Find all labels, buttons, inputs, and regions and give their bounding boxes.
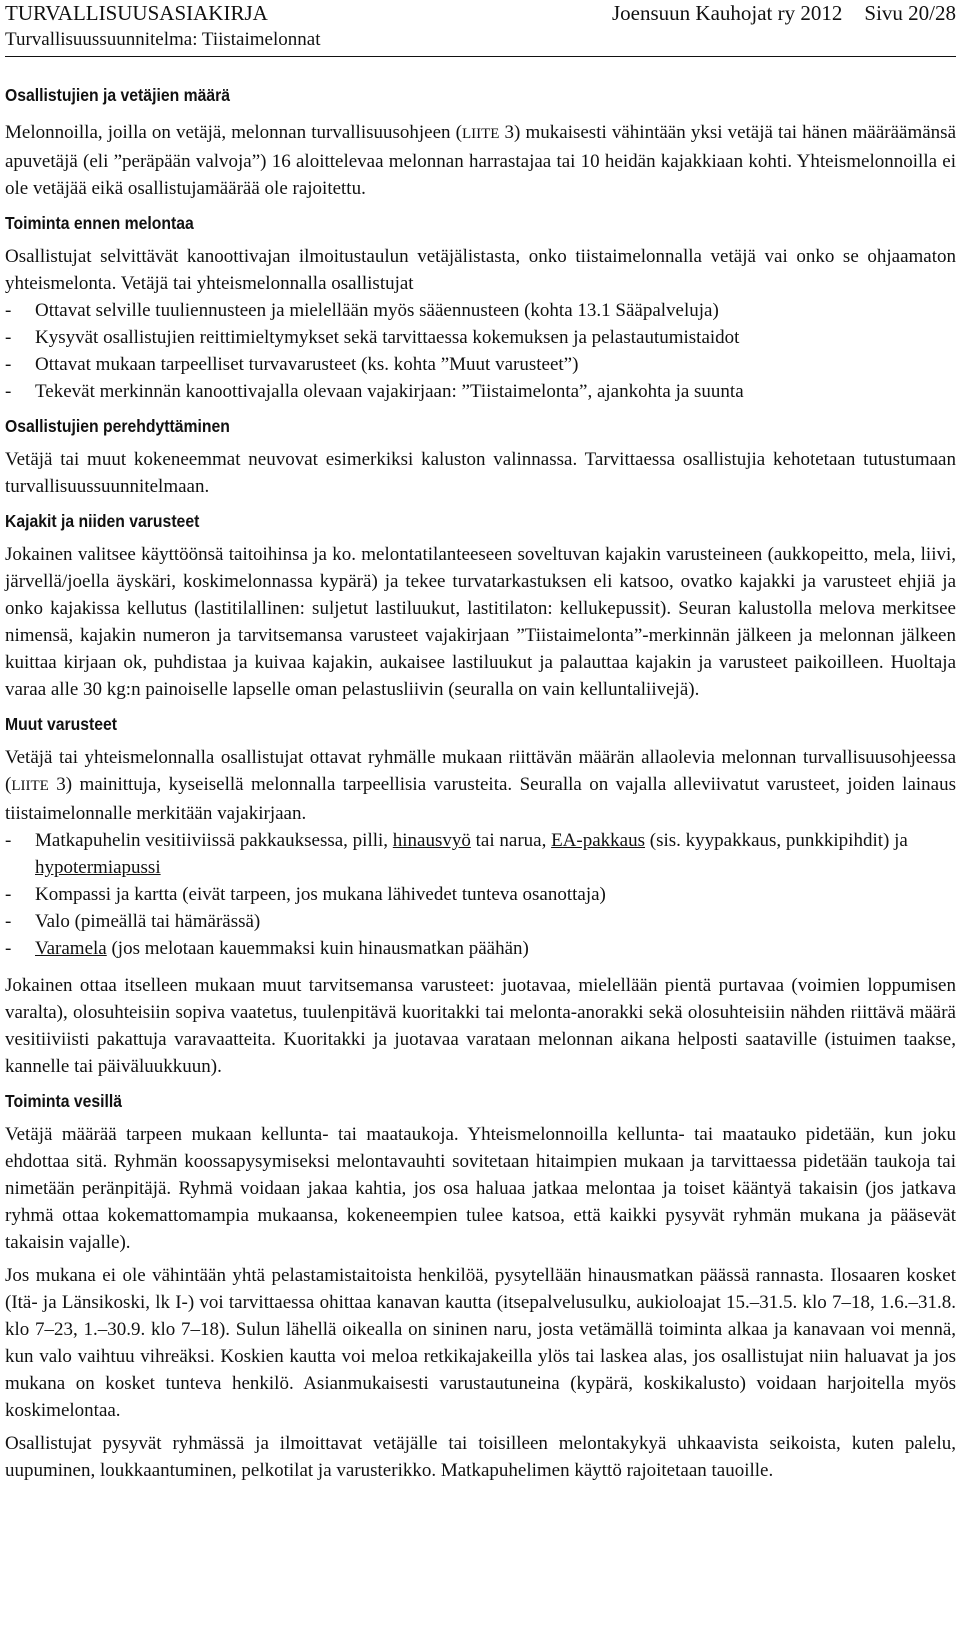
section-paragraph	[5, 744, 956, 827]
section-heading-participants-count: Osallistujien ja vetäjien määrä	[5, 85, 230, 105]
text-run: Vetäjä tai yhteismelonnalla osallistujat ottavat ryhmälle mukaan riittävän määrän allaolevia melonnan turvallisuusohjeessa (	[5, 747, 956, 795]
section-heading-other-equipment: Muut varusteet	[5, 714, 118, 734]
page-header	[5, 0, 956, 27]
text-run: (sis. kyypakkaus, punkkipihdit) ja	[645, 830, 908, 851]
list-item: - Tekevät merkinnän kanoottivajalla olevaan vajakirjaan: ”Tiistaimelonta”, ajankohta ja suunta	[5, 378, 956, 405]
appendix-ref: LIITE	[461, 126, 500, 142]
list-item: - Ottavat selville tuuliennusteen ja mielellään myös sääennusteen (kohta 13.1 Sääpalveluja)	[5, 297, 956, 324]
header-subtitle-row	[5, 27, 956, 52]
section-paragraph: Jos mukana ei ole vähintään yhtä pelastamistaitoista henkilöä, pysytellään hinausmatkan päässä rannasta. Ilosaaren kosket (Itä- ja Länsikoski, lk I-) voi tarvittaessa ohittaa kanavan kautta (itsepalvelusulku, aukioloajat 15.–31.5. klo 7–18, 1.6.–31.8. klo 7–23, 1.–30.9. klo 7–18). Sulun lähellä oikealla on sininen naru, josta vetämällä toiminta alkaa ja kanavaan voi mennä, kun valo vaihtuu vihreäksi. Koskien kautta voi meloa retkikajakeilla ylös tai laskea alas, jos osallistujat niin haluavat ja jos mukana on kosket tunteva henkilö. Asianmukaisesti varustautuneina (kypärä, koskikalusto) voidaan harjoitella myös koskimelontaa.	[5, 1265, 956, 1421]
list-item: - Valo (pimeällä tai hämärässä)	[5, 908, 956, 935]
underlined-item: EA-pakkaus	[551, 830, 645, 851]
section-paragraph: Jokainen valitsee käyttöönsä taitoihinsa ja ko. melontatilanteeseen soveltuvan kajakin varusteineen (aukkopeitto, mela, liivi, järvellä/joella äyskäri, koskimelonnassa kypärä) ja tekee turvatarkastuksen eli katsoo, ovatko kajakki ja varusteet ehjiä ja onko kajakissa kellutus (lastitilallinen: suljetut lastiluukut, lastitilaton: kellukepussit). Seuran kalustolla melova merkitsee nimensä, kajakin numeron ja tarvitsemansa varusteet vajakirjaan ”Tiistaimelonta”-merkinnän jälkeen ja melonnan jälkeen kuittaa kirjaan ok, puhdistaa ja kuivaa kajakin, aukaisee lastiluukut ja palauttaa kajakin ja varusteet paikoilleen. Huoltaja varaa alle 30 kg:n painoiselle lapselle oman pelastusliivin (seuralla on vain kelluntaliivejä).	[5, 544, 956, 700]
section-heading-before-paddling: Toiminta ennen melontaa	[5, 213, 194, 233]
list-item: - Kysyvät osallistujien reittimieltymykset sekä tarvittaessa kokemuksen ja pelastautumistaidot	[5, 324, 956, 351]
text-run: (jos melotaan kauemmaksi kuin hinausmatkan päähän)	[106, 938, 529, 959]
dash-list	[5, 827, 956, 962]
page-number: Sivu 20/28	[864, 1, 956, 25]
list-item: - Kompassi ja kartta (eivät tarpeen, jos mukana lähivedet tunteva osanottaja)	[5, 881, 956, 908]
document-subtitle: Turvallisuussuunnitelma: Tiistaimelonnat	[5, 29, 321, 50]
list-item: - Ottavat mukaan tarpeelliset turvavarusteet (ks. kohta ”Muut varusteet”)	[5, 351, 956, 378]
section-paragraph: Osallistujat selvittävät kanoottivajan ilmoitustaulun vetäjälistasta, onko tiistaimelonnalla vetäjä vai onko se ohjaamaton yhteismelonta. Vetäjä tai yhteismelonnalla osallistujat	[5, 246, 956, 294]
text-run: 3) mukaisesti vähintään yksi vetäjä tai hänen määräämänsä apuvetäjä (eli ”peräpään valvoja”) 16 aloittelevaa melonnan harrastajaa tai 10 heidän kajakkiaan kohti. Yhteismelonnoilla ei ole vetäjää eikä osallistujamäärää ole rajoitettu.	[5, 122, 957, 199]
section-paragraph: Vetäjä määrää tarpeen mukaan kellunta- tai maataukoja. Yhteismelonnoilla kellunta- tai maatauko pidetään, kun joku ehdottaa sitä. Ryhmän koossapysymiseksi melontavauhti sovitetaan hitaimpien mukaan ja tarvittaessa pidetään taukoja tai nimetään peränpitäjä. Ryhmä voidaan jakaa kahtia, jos osa haluaa jatkaa melontaa ja toiset kääntyä takaisin (jos jatkava ryhmä ottaa kokemattomampia mukaansa, kokeneempien tulee katsoa, että kaikki pysyvät ryhmän mukana ja pääsevät takaisin vajalle).	[5, 1124, 956, 1253]
list-item	[5, 935, 956, 962]
section-paragraph: Jokainen ottaa itselleen mukaan muut tarvitsemansa varusteet: juotavaa, mielellään pientä purtavaa (voimien loppumisen varalta), olosuhteisiin sopiva vaatetus, tuulenpitävä kuoritakki tai melonta-anorakki sekä olosuhteisiin nähden riittävä määrä vesitiiviisti pakattuja varavaatteita. Kuoritakki ja juotavaa varataan melonnan aikana helposti saataville (istuimen taakse, kannelle tai päiväluukkuun).	[5, 975, 956, 1077]
section-paragraph: Osallistujat pysyvät ryhmässä ja ilmoittavat vetäjälle tai toisilleen melontakykyä uhkaavista seikoista, kuten palelu, uupuminen, loukkaantuminen, pelkotilat ja varusterikko. Matkapuhelimen käyttö rajoitetaan tauoille.	[5, 1433, 956, 1481]
text-run: Melonnoilla, joilla on vetäjä, melonnan turvallisuusohjeen (	[5, 122, 462, 143]
text-run: Matkapuhelin vesitiiviissä pakkauksessa, pilli,	[35, 830, 393, 851]
dash-list	[5, 297, 956, 405]
section-heading-on-water: Toiminta vesillä	[5, 1091, 122, 1111]
list-item	[5, 827, 956, 881]
organization: Joensuun Kauhojat ry 2012	[612, 1, 843, 25]
text-run: tai narua,	[470, 830, 552, 851]
underlined-item: hypotermiapussi	[35, 857, 161, 878]
section-heading-kayaks: Kajakit ja niiden varusteet	[5, 511, 200, 531]
section-paragraph: Vetäjä tai muut kokeneemmat neuvovat esimerkiksi kaluston valinnassa. Tarvittaessa osallistujia kehotetaan tutustumaan turvallisuussuunnitelmaan.	[5, 449, 956, 497]
header-right	[612, 0, 956, 27]
section-paragraph	[5, 119, 956, 202]
text-run: 3) mainittuja, kyseisellä melonnalla tarpeellisia varusteita. Seuralla on vajalla alleviivatut varusteet, joiden lainaus tiistaimelonnalle merkitään vajakirjaan.	[5, 774, 956, 824]
underlined-item: Varamela	[35, 938, 107, 959]
document-type: TURVALLISUUSASIAKIRJA	[5, 1, 268, 25]
section-heading-orientation: Osallistujien perehdyttäminen	[5, 416, 230, 436]
appendix-ref: LIITE	[11, 778, 49, 794]
underlined-item: hinausvyö	[392, 830, 471, 851]
